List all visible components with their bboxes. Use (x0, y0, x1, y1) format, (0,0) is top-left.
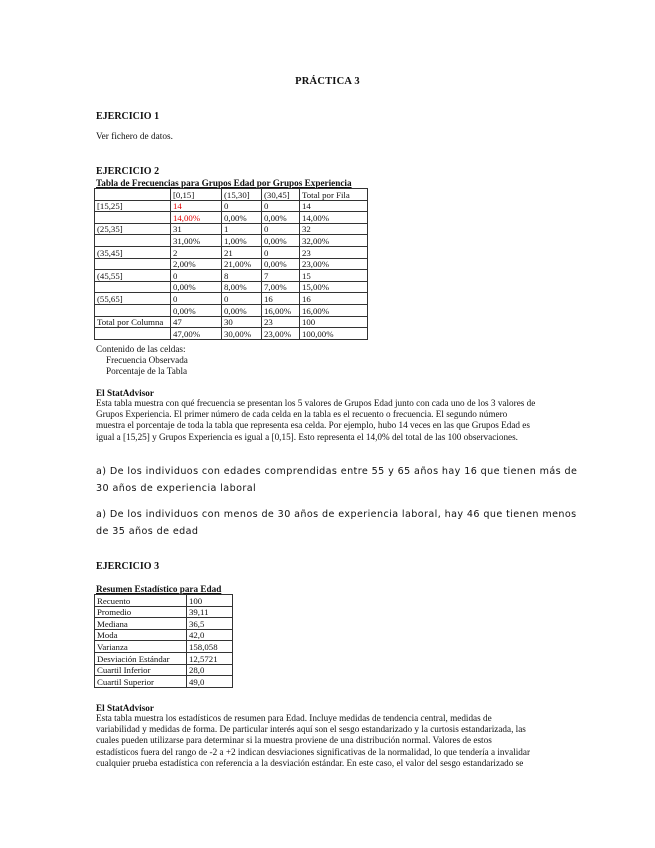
table-cell (95, 328, 171, 340)
ex1-heading: EJERCICIO 1 (96, 111, 160, 122)
table-cell (95, 258, 171, 270)
ex2-advisor-text (96, 398, 576, 443)
table-cell: 14,00% (300, 212, 368, 224)
column-header (95, 189, 171, 201)
advisor-line: Esta tabla muestra los estadísticos de resumen para Edad. Incluye medidas de tendencia central, medidas de (96, 713, 492, 723)
table-cell: 0,00% (262, 212, 300, 224)
stat-value: 28,0 (187, 664, 233, 676)
table-cell: 8 (222, 270, 262, 282)
table-cell: 0 (262, 200, 300, 212)
answer-line: a) De los individuos con edades comprendidas entre 55 y 65 años hay 16 que tienen más de (96, 466, 578, 477)
table-cell (95, 235, 171, 247)
table-cell: 0 (171, 270, 222, 282)
ex1-text: Ver fichero de datos. (96, 132, 173, 142)
answer-line: de 35 años de edad (96, 526, 199, 537)
frequency-table (94, 188, 368, 340)
table-cell: 23,00% (300, 258, 368, 270)
table-cell: 30 (222, 316, 262, 328)
table-row (95, 618, 233, 630)
table-cell: 7 (262, 270, 300, 282)
table-row (95, 595, 233, 607)
stat-value: 158,058 (187, 641, 233, 653)
table-cell: (35,45] (95, 246, 171, 258)
table-cell: 32 (300, 223, 368, 235)
table-row (95, 258, 368, 270)
stat-label: Moda (95, 629, 187, 641)
table-cell: 0,00% (262, 235, 300, 247)
advisor-line: Esta tabla muestra con qué frecuencia se presentan los 5 valores de Grupos Edad junto con cada uno de los 3 valores de (96, 398, 536, 408)
stat-value: 36,5 (187, 618, 233, 630)
table-row (95, 270, 368, 282)
ex3-advisor-heading: El StatAdvisor (96, 703, 154, 713)
stat-value: 42,0 (187, 629, 233, 641)
table-cell: 0,00% (222, 212, 262, 224)
table-cell (95, 212, 171, 224)
table-row (95, 664, 233, 676)
table-cell: 30,00% (222, 328, 262, 340)
table-row (95, 641, 233, 653)
answer-line: a) De los individuos con menos de 30 años de experiencia laboral, hay 46 que tienen menos (96, 509, 577, 520)
table-cell: 31,00% (171, 235, 222, 247)
table-cell: 0 (222, 293, 262, 305)
table-cell: 47 (171, 316, 222, 328)
stat-value: 12,5721 (187, 652, 233, 664)
table-cell: 16 (262, 293, 300, 305)
table-cell: [15,25] (95, 200, 171, 212)
table-row (95, 652, 233, 664)
table-cell: 2,00% (171, 258, 222, 270)
table-cell: 14 (300, 200, 368, 212)
answer-b (96, 506, 577, 540)
table-cell: 0 (262, 223, 300, 235)
stat-value: 39,11 (187, 606, 233, 618)
cell-contents-item: Porcentaje de la Tabla (106, 366, 188, 376)
table-cell: 0,00% (262, 258, 300, 270)
table-row (95, 235, 368, 247)
table-row (95, 212, 368, 224)
table-cell: 1,00% (222, 235, 262, 247)
table-cell: (55,65] (95, 293, 171, 305)
stat-label: Desviación Estándar (95, 652, 187, 664)
stat-value: 49,0 (187, 676, 233, 688)
table-cell: 14,00% (171, 212, 222, 224)
advisor-line: estadísticos fuera del rango de -2 a +2 indican desviaciones significativas de la normalidad, lo que tendería a invalidar (96, 746, 531, 757)
table-cell: 23 (262, 316, 300, 328)
table-cell: 16 (300, 293, 368, 305)
column-header: (30,45] (262, 189, 300, 201)
table-row (95, 606, 233, 618)
advisor-line: cuales pueden utilizarse para determinar si la muestra proviene de una distribución normal. Valores de estos (96, 735, 492, 746)
table-cell: Total por Columna (95, 316, 171, 328)
table-cell: 15,00% (300, 281, 368, 293)
stat-label: Varianza (95, 641, 187, 653)
advisor-line: muestra el porcentaje de toda la tabla que representa esa celda. Por ejemplo, hubo 14 veces en las que Grupos Edad es (96, 420, 530, 431)
ex3-heading: EJERCICIO 3 (96, 561, 160, 572)
table-cell: (45,55] (95, 270, 171, 282)
table-cell: 0,00% (171, 281, 222, 293)
ex2-advisor-heading: El StatAdvisor (96, 388, 154, 398)
table-cell: 23,00% (262, 328, 300, 340)
cell-contents-title: Contenido de las celdas: (96, 344, 186, 354)
table-cell: 0 (262, 246, 300, 258)
table-row (95, 316, 368, 328)
table-cell: 21,00% (222, 258, 262, 270)
stat-label: Promedio (95, 606, 187, 618)
table-cell: 16,00% (262, 304, 300, 316)
table-row (95, 200, 368, 212)
table-cell: 100 (300, 316, 368, 328)
advisor-line: igual a [15,25] y Grupos Experiencia es igual a [0,15]. Esto representa el 14,0% del total de las 100 observaciones. (96, 431, 518, 442)
table-cell: 31 (171, 223, 222, 235)
table-cell (95, 304, 171, 316)
table-cell: 100,00% (300, 328, 368, 340)
stat-label: Cuartil Inferior (95, 664, 187, 676)
table-row (95, 629, 233, 641)
table-cell: 2 (171, 246, 222, 258)
table-row (95, 223, 368, 235)
ex2-heading: EJERCICIO 2 (96, 166, 160, 177)
table-cell: 0 (171, 293, 222, 305)
table-row (95, 246, 368, 258)
summary-table (94, 594, 233, 688)
table-cell: 0 (222, 200, 262, 212)
table-cell: 7,00% (262, 281, 300, 293)
ex3-table-caption: Resumen Estadístico para Edad (96, 584, 222, 594)
table-cell: 0,00% (222, 304, 262, 316)
table-cell: 14 (171, 200, 222, 212)
table-cell: 32,00% (300, 235, 368, 247)
table-cell: 23 (300, 246, 368, 258)
table-cell: (25,35] (95, 223, 171, 235)
ex2-table-caption: Tabla de Frecuencias para Grupos Edad por Grupos Experiencia (96, 178, 352, 188)
table-row (95, 328, 368, 340)
table-cell: 21 (222, 246, 262, 258)
page-title: PRÁCTICA 3 (295, 76, 360, 87)
table-cell (95, 281, 171, 293)
stat-value: 100 (187, 595, 233, 607)
advisor-line: variabilidad y medidas de forma. De particular interés aquí son el sesgo estandarizado y la curtosis estandarizada, las (96, 724, 526, 735)
stat-label: Cuartil Superior (95, 676, 187, 688)
table-row (95, 281, 368, 293)
stat-label: Mediana (95, 618, 187, 630)
table-row (95, 676, 233, 688)
column-header: (15,30] (222, 189, 262, 201)
advisor-line: cualquier prueba estadística con referencia a la desviación estándar. En este caso, el valor del sesgo estandarizado se (96, 757, 524, 768)
table-cell: 0,00% (171, 304, 222, 316)
advisor-line: Grupos Experiencia. El primer número de cada celda en la tabla es el recuento o frecuencia. El segundo número (96, 409, 508, 420)
table-cell: 16,00% (300, 304, 368, 316)
column-header: Total por Fila (300, 189, 368, 201)
column-header: [0,15] (171, 189, 222, 201)
cell-contents-item: Frecuencia Observada (106, 355, 188, 365)
answer-a (96, 463, 577, 497)
table-row (95, 293, 368, 305)
table-row (95, 304, 368, 316)
table-cell: 47,00% (171, 328, 222, 340)
ex3-advisor-text (96, 713, 576, 769)
table-header-row (95, 189, 368, 201)
stat-label: Recuento (95, 595, 187, 607)
answer-line: 30 años de experiencia laboral (96, 483, 257, 494)
table-cell: 8,00% (222, 281, 262, 293)
table-cell: 1 (222, 223, 262, 235)
table-cell: 15 (300, 270, 368, 282)
